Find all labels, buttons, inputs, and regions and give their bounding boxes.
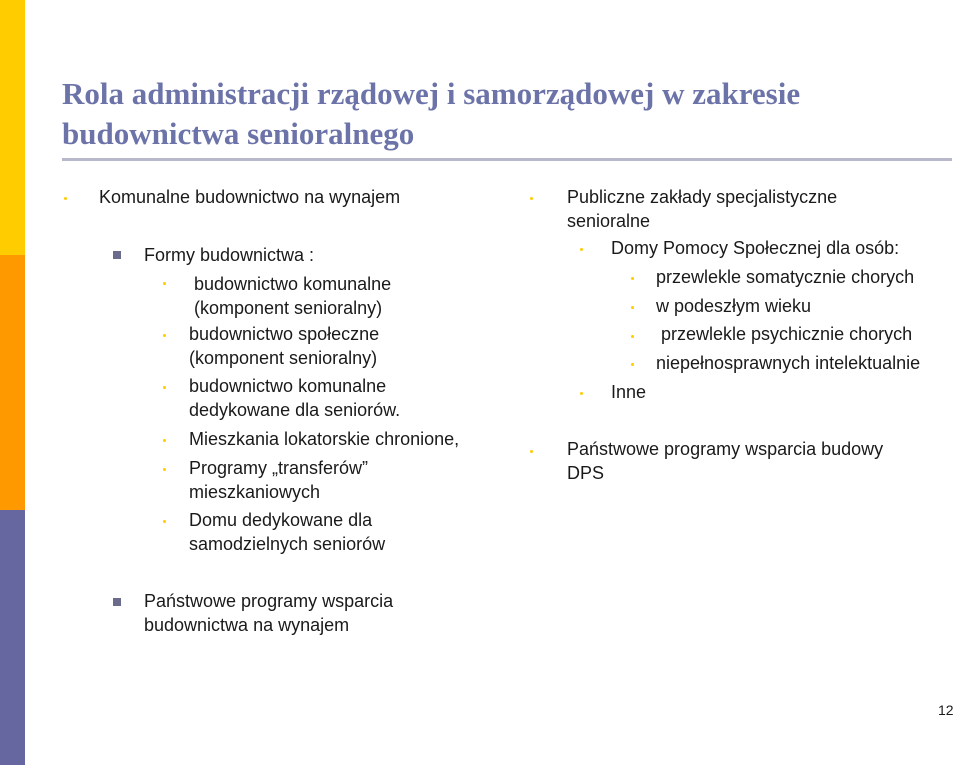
bullet-dot-icon [631,277,634,280]
sidebar-orange-segment [0,255,25,510]
form-item-5: Programy „transferów” mieszkaniowych [189,458,369,502]
dps-item-1: przewlekle somatycznie chorych [656,267,915,287]
dps-programs-item: Państwowe programy wsparcia budowy DPS [567,439,884,483]
dps-label: Domy Pomocy Społecznej dla osób: [611,238,900,258]
bullet-dot-icon [163,520,166,523]
bullet-dot-icon [530,450,533,453]
form-item-2: budownictwo społeczne (komponent senioralny) [189,324,380,368]
bullet-dot-icon [631,363,634,366]
sidebar-accent [0,0,25,765]
dps-item-3: przewlekle psychicznie chorych [656,324,913,344]
bullet-square-icon [113,251,121,259]
sidebar-blue-segment [0,510,25,765]
title-divider [62,158,952,161]
state-programs-item: Państwowe programy wsparcia budownictwa na wynajem [144,591,394,635]
form-item-1: budownictwo komunalne (komponent senioralny) [194,274,392,318]
dps-item-2: w podeszłym wieku [656,296,812,316]
bullet-dot-icon [580,392,583,395]
bullet-dot-icon [631,335,634,338]
form-item-4: Mieszkania lokatorskie chronione, [189,429,460,449]
right-heading: Publiczne zakłady specjalistyczne senioralne [567,187,838,231]
sidebar-yellow-segment [0,0,25,255]
page-number: 12 [938,702,954,718]
title-line-1: Rola administracji rządowej i samorządowej w zakresie [62,76,801,111]
bullet-dot-icon [580,248,583,251]
left-heading: Komunalne budownictwo na wynajem [99,187,401,207]
bullet-dot-icon [163,439,166,442]
forms-label: Formy budownictwa : [144,245,315,265]
bullet-dot-icon [530,197,533,200]
title-line-2: budownictwa senioralnego [62,116,415,151]
form-item-6: Domu dedykowane dla samodzielnych seniorów [189,510,386,554]
other-item: Inne [611,382,647,402]
bullet-dot-icon [163,468,166,471]
bullet-dot-icon [163,282,166,285]
form-item-3: budownictwo komunalne dedykowane dla seniorów. [189,376,401,420]
bullet-dot-icon [64,197,67,200]
bullet-dot-icon [631,306,634,309]
dps-item-4: niepełnosprawnych intelektualnie [656,353,921,373]
slide-title [62,74,942,154]
bullet-dot-icon [163,334,166,337]
bullet-square-icon [113,598,121,606]
bullet-dot-icon [163,386,166,389]
